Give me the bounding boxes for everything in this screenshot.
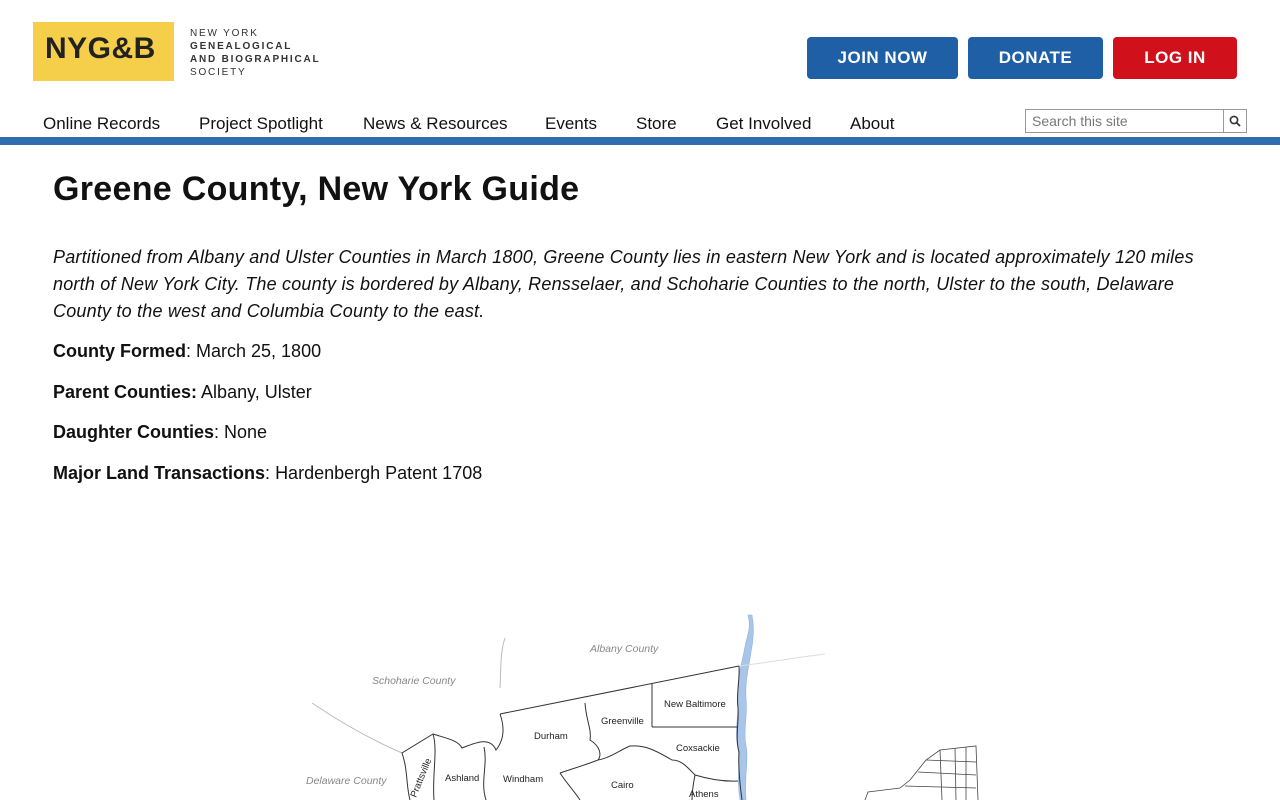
fact-key: Major Land Transactions <box>53 463 266 483</box>
search-button[interactable] <box>1223 110 1246 132</box>
greene-county-map <box>300 610 1000 800</box>
logo-line-1: NEW YORK <box>190 28 259 39</box>
fact-parent-counties <box>53 382 312 403</box>
site-logo[interactable] <box>33 22 333 82</box>
logo-line-3: AND BIOGRAPHICAL <box>190 54 321 65</box>
fact-value: Hardenbergh Patent 1708 <box>275 463 483 483</box>
fact-value: None <box>224 422 268 442</box>
nav-underline-bar <box>0 137 1280 145</box>
fact-value: March 25, 1800 <box>196 341 322 361</box>
fact-value: Albany, Ulster <box>201 382 312 402</box>
nav-item-project-spotlight[interactable]: Project Spotlight <box>199 114 323 133</box>
page-title: Greene County, New York Guide <box>53 170 580 208</box>
map-town-durham: Durham <box>534 731 568 742</box>
map-town-greenville: Greenville <box>601 716 644 727</box>
site-search <box>1025 109 1247 133</box>
map-town-athens: Athens <box>689 789 719 800</box>
search-icon <box>1229 115 1241 127</box>
nav-item-news-resources[interactable]: News & Resources <box>363 114 508 133</box>
map-town-coxsackie: Coxsackie <box>676 743 720 754</box>
map-town-cairo: Cairo <box>611 780 634 791</box>
nav-item-events[interactable]: Events <box>545 114 597 133</box>
logo-line-2: GENEALOGICAL <box>190 41 293 52</box>
map-label-schoharie: Schoharie County <box>372 675 456 687</box>
main-content <box>53 170 1233 483</box>
nav-item-store[interactable]: Store <box>636 114 677 133</box>
intro-paragraph: Partitioned from Albany and Ulster Counties in March 1800, Greene County lies in eastern New York and is located approximately 120 miles north of New York City. The county is bordered by Albany, Rensselaer, and Schoharie Counties to the north, Ulster to the south, Delaware County to the west and Columbia County to the east. <box>53 247 1194 321</box>
fact-land-transactions: Major Land Transactions: Hardenbergh Patent 1708 <box>53 463 483 483</box>
map-town-windham: Windham <box>503 774 544 785</box>
nav-item-about[interactable]: About <box>850 114 895 133</box>
map-label-albany: Albany County <box>590 643 659 655</box>
fact-daughter-counties: Daughter Counties: None <box>53 422 268 442</box>
new-york-state-inset <box>865 746 978 800</box>
fact-county-formed: County Formed: March 25, 1800 <box>53 341 322 361</box>
fact-key: Daughter Counties <box>53 422 215 442</box>
logo-mark: NYG&B <box>45 32 156 65</box>
donate-button[interactable]: DONATE <box>968 37 1103 79</box>
site-header <box>0 0 1280 145</box>
log-in-button[interactable]: LOG IN <box>1113 37 1237 79</box>
logo-wordmark <box>190 27 320 79</box>
search-input[interactable] <box>1026 110 1222 132</box>
map-town-prattsville: Prattsville <box>408 756 435 800</box>
join-now-button[interactable]: JOIN NOW <box>807 37 958 79</box>
map-town-new-baltimore: New Baltimore <box>664 699 726 710</box>
nav-item-online-records[interactable]: Online Records <box>43 114 161 133</box>
fact-key: County Formed <box>53 341 186 361</box>
fact-key: Parent Counties: <box>53 382 198 402</box>
map-town-ashland: Ashland <box>445 773 480 784</box>
logo-line-4: SOCIETY <box>190 67 247 78</box>
nav-item-get-involved[interactable]: Get Involved <box>716 114 812 133</box>
map-label-delaware: Delaware County <box>306 775 387 787</box>
